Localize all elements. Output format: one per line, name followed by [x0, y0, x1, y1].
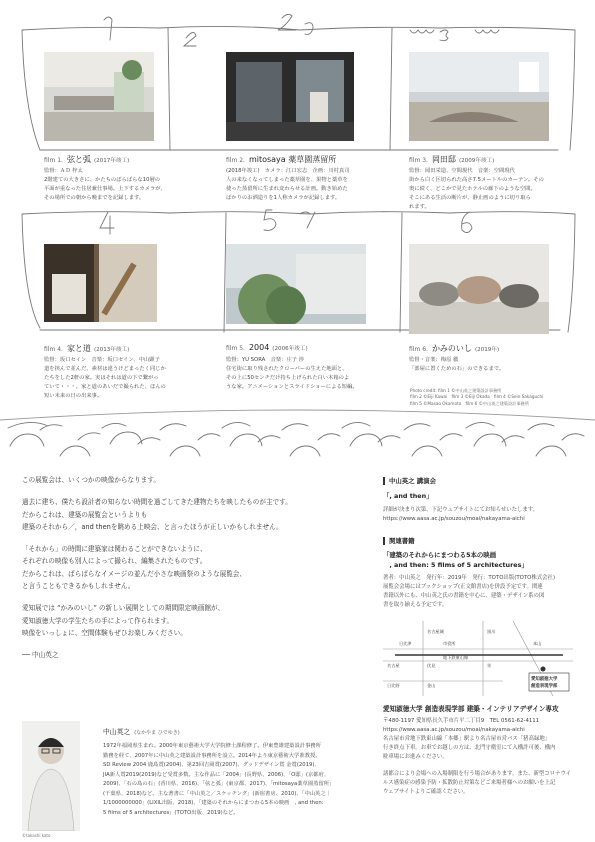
profile-photo-credit: ©takashi kato: [22, 833, 51, 838]
film-number: film 6.: [409, 346, 428, 353]
photo-credits: [410, 388, 590, 407]
venue-note-line: ウェブサイトよりご確認ください。: [383, 789, 469, 795]
film-number: film 1.: [44, 157, 63, 164]
film-2-still: [226, 52, 354, 141]
film-1-still: [44, 52, 154, 141]
intro-line: 映像をいっしょに、空間体験もぜひお楽しみください。: [22, 628, 187, 637]
intro-paragraph-3: [22, 543, 362, 592]
film-title: 弦と弧: [66, 155, 91, 164]
portrait-illustration: [22, 721, 80, 831]
film-3-description: [409, 167, 579, 212]
venue-access-line: 名古屋市営地下鉄東山線「本郷」駅より名古屋市営バス「猪高緑地」: [383, 736, 551, 742]
book-line: 書を取り揃える予定です。: [383, 602, 448, 608]
map-label: 日比津: [399, 641, 412, 646]
film-5-still: [226, 244, 366, 324]
book-title-line: 「建築のそれからにまつわる5本の映画: [383, 551, 497, 559]
photo-credit-line: film 2 ©Eiji Kawai film 3 ©Eiji Okada film 4 ©Sein Sakaguchi: [410, 394, 544, 400]
film-year: (2019年): [474, 347, 500, 353]
film-desc-line: たちをした2軒の家。実はそれは道の下で繋がっ: [44, 375, 159, 381]
film-desc-line: 2階建ての大きさに、かたちのばらばらな10層の: [44, 177, 161, 183]
film-number: film 3.: [409, 157, 428, 164]
book-body: [383, 574, 579, 610]
film-year: (2013年竣工): [93, 347, 130, 353]
film-year: (2009年竣工): [458, 158, 495, 164]
map-label: 市役所: [443, 641, 456, 646]
intro-line: この展覧会は、いくつかの映像からなります。: [22, 476, 160, 484]
venue-address-block: [383, 717, 579, 762]
film-desc-line: ばかりのお酒造りを1人称カメラが記録します。: [226, 195, 341, 201]
film-6-title-row: [409, 343, 499, 354]
film-desc-line: 人の来なくなってしまった薬草園を、果物と薬草を: [226, 177, 348, 183]
bio-line: 2009)、「石の島の石」(香川県、2016)、「弦と弧」(東京都、2017)、「mitosaya薬草園蒸留所」: [103, 781, 335, 787]
lecture-url-link[interactable]: https://www.aasa.ac.jp/souzou/moai/nakayama-aichi: [383, 516, 525, 522]
book-line: 書籍以外にも、中山英之氏の書籍を中心に、建築・デザイン系の図: [383, 593, 545, 599]
book-title-line: , and then: 5 films of 5 architectures」: [383, 561, 528, 569]
film-year: (2006年竣工): [272, 346, 308, 352]
intro-text: [22, 474, 362, 662]
map-label: 地下鉄東山線: [443, 655, 469, 660]
profile-name: 中山英之: [103, 728, 131, 736]
film-title: 家と道: [66, 344, 91, 353]
film-desc-line: うな家。アニメーションとスライドショーによる短編。: [226, 384, 358, 390]
map-label: 名古屋城: [427, 629, 444, 634]
intro-line: 愛知淑徳大学の学生たちの手によって作られます。: [22, 616, 174, 625]
book-section: [383, 536, 579, 610]
film-desc-line: 住宅街に取り残されたクローバーの生えた地面と、: [226, 366, 348, 372]
access-map-drawing: [383, 621, 573, 696]
lecture-body: [383, 506, 579, 524]
venue-note: [383, 770, 579, 797]
film-desc-line: 「部屋に置くための石」のできるまで。: [409, 366, 505, 372]
film-desc-line: 監督：YU SORA 音楽：庄子 渉: [226, 357, 305, 363]
profile-bio: [103, 742, 365, 818]
film-desc-line: ていて・・・。家と道のあいだで撮られた、ほんの: [44, 384, 166, 390]
map-venue-label: 創造表現学部: [531, 684, 558, 689]
film-4-title-row: [44, 343, 129, 354]
film-desc-line: 短い未来の日の出来事。: [44, 393, 103, 399]
bio-line: 1972年福岡県生まれ。2000年東京藝術大学大学院修士課程修了。伊東豊雄建築設計事務所: [103, 743, 321, 749]
map-label: 名古屋: [387, 663, 400, 668]
lecture-line: 詳細が決まり次第、下記ウェブサイトにてお知らせいたします。: [383, 507, 539, 513]
intro-line: と言うこともできるかもしれません。: [22, 582, 135, 591]
intro-line: だからこれは、建築の展覧会というよりも: [22, 510, 148, 519]
venue-address: 〒480-1197 愛知県長久手市片平二丁目9 TEL 0561-62-4111: [383, 718, 540, 724]
map-venue-label: 愛知淑徳大学: [531, 677, 558, 682]
book-heading: 関連書籍: [389, 537, 415, 545]
lecture-heading-row: [383, 476, 579, 485]
photo-credit-line: film 5 ©Masao Okamoto film 6 ©中山英之建築設計事務所: [410, 400, 529, 406]
book-title: [383, 550, 579, 570]
venue-note-line: ルス感染症の感染予防・拡散防止対策などご来場者様へのお願いを上記: [383, 780, 556, 786]
lecture-title: 「, and then」: [383, 492, 433, 500]
intro-paragraph-4: [22, 602, 362, 639]
film-desc-line: 監督：ＡＤ 梓太: [44, 168, 83, 174]
film-desc-line: 使った蒸留所に生まれ変わらせる計画。動き始めた: [226, 186, 348, 192]
map-label: 伏見: [427, 663, 436, 668]
intro-paragraph-1: [22, 474, 362, 486]
intro-line: それぞれの映像も別人によって撮られ、編集されたものです。: [22, 557, 207, 566]
venue-name: 愛知淑徳大学 創造表現学部 建築・インテリアデザイン専攻: [383, 705, 559, 713]
intro-line: 過去に建ち、僕たち設計者の知らない時間を過ごしてきた建物たちを映したものが主です。: [22, 498, 292, 507]
profile-name-row: [103, 726, 180, 736]
film-5-description: [226, 356, 391, 392]
film-year: (2017年竣工): [93, 158, 130, 164]
film-title: mitosaya 薬草園蒸留所: [248, 155, 337, 164]
film-desc-line: その場所での朝から晩までを記録します。: [44, 195, 145, 201]
map-label: 栄: [487, 663, 492, 668]
intro-signature: ── 中山英之: [22, 651, 59, 660]
film-2-description: [226, 167, 386, 203]
venue-access-line: 駐車場にお進みください。: [383, 754, 448, 760]
access-map: [383, 621, 573, 696]
lecture-section: [383, 476, 579, 524]
book-line: 展覧会会場にはブックショップ(正文館書店)を併設予定です。関連: [383, 584, 543, 590]
film-6-description: [409, 356, 579, 374]
intro-line: 建築のそれから／，and thenを眺める上映会、と言ったほうが正しいかもしれません。: [22, 522, 283, 531]
heading-bar-icon: [383, 537, 385, 545]
film-desc-line: 奥に続く、どこかで見たホテルの廊下のような空間。: [409, 186, 536, 192]
intro-line: 「それから」の時間に建築家は関わることができないように、: [22, 545, 207, 554]
venue-url-link[interactable]: https://www.aasa.ac.jp/souzou/moai/nakayama-aichi: [383, 727, 525, 733]
book-heading-row: [383, 536, 579, 545]
venue-note-line: 諸都合により会場への入場制限を行う場合があります。また、新型コロナウイ: [383, 771, 572, 777]
film-1-description: [44, 167, 194, 203]
film-desc-line: (2018年竣工) カメラ：江口宏志 企画：川村真司: [226, 168, 350, 174]
book-line: 著者：中山英之 発行年：2019年 発行：TOTO出版(TOTO株式会社): [383, 575, 556, 581]
photo-credit-line: Photo credit: film 1 ©中山英之建築設計事務所: [410, 388, 502, 393]
bio-line: SD Review 2004 鹿島賞(2004)、第23回吉岡賞(2007)、グッドデザイン賞 金賞(2019)、: [103, 762, 320, 768]
film-desc-line: その上に50センチだけ持ち上げられた白い木箱のよ: [226, 375, 350, 381]
map-label: 日比野: [387, 683, 400, 688]
film-2-title-row: [226, 154, 336, 165]
bio-line: 勤務を経て、2007年に中山英之建築設計事務所を設立。2014年より東京藝術大学准教授。: [103, 752, 321, 759]
film-number: film 5.: [226, 345, 245, 352]
film-6-still: [409, 244, 549, 334]
venue-access-line: 行き終点下車。お車でお越しの方は、北門守衛室にて入構許可後、構内: [383, 745, 556, 751]
intro-line: だからこれは、ばらばらなイメージの並んだ小さな映画祭のような展覧会、: [22, 569, 246, 578]
bio-line: 1/1000000000」(LIXIL出版、2018)、「建築のそれからにまつわる5本の映画 , and then:: [103, 800, 324, 806]
film-desc-line: 監督・音楽：梅原 徹: [409, 357, 459, 363]
map-label: 本山: [533, 641, 542, 646]
film-5-title-row: [226, 343, 308, 352]
bio-line: (千葉県、2018)など。主な著書に「中山英之／スケッチング」(新宿書房、2010)、「中山英之｜: [103, 790, 331, 797]
intro-line: 愛知展では “かみのいし” の新しい展開としての期間限定映画館が、: [22, 604, 225, 613]
film-title: かみのいし: [431, 344, 472, 353]
bio-line: 5 films of 5 architectures」(TOTO出版、2019)など。: [103, 809, 239, 816]
film-3-title-row: [409, 154, 494, 165]
film-4-still: [44, 244, 157, 322]
film-desc-line: 監督：坂口セイン 音楽：坂口セイン、中山顕子: [44, 357, 160, 363]
film-number: film 2.: [226, 157, 245, 164]
bio-line: JIA新人賞2019(2019)など受賞多数。主な作品に「2004」(長野県、2006)、「O邸」(京都府、: [103, 771, 330, 778]
film-desc-line: そこにある生活の断片が、静止画のように切り取ら: [409, 195, 531, 201]
film-3-still: [409, 52, 549, 141]
profile-photo: [22, 721, 80, 831]
profile-ruby: (なかやま ひでゆき): [134, 730, 180, 736]
film-number: film 4.: [44, 346, 63, 353]
venue-section: [383, 703, 579, 797]
intro-paragraph-2: [22, 496, 362, 533]
film-title: 2004: [248, 343, 270, 352]
map-label: 金山: [427, 683, 436, 688]
film-1-title-row: [44, 154, 129, 165]
lecture-heading: 中山英之 講演会: [389, 477, 436, 485]
film-desc-line: 平面が重なった住居兼仕事場。上下するカメラが、: [44, 186, 166, 192]
film-desc-line: 道を挟んで並んだ、素材は違うけどまったく同じか: [44, 366, 166, 372]
film-title: 岡田邸: [431, 155, 456, 164]
map-label: 黒川: [487, 629, 496, 634]
film-4-description: [44, 356, 204, 401]
film-desc-line: 監督：岡田栄造、空間現代 音楽：空間現代: [409, 168, 515, 174]
film-desc-line: れます。: [409, 204, 430, 210]
film-desc-line: 街から白く区切られた高さ7.5メートルのカーテン。その: [409, 177, 544, 183]
heading-bar-icon: [383, 477, 385, 485]
